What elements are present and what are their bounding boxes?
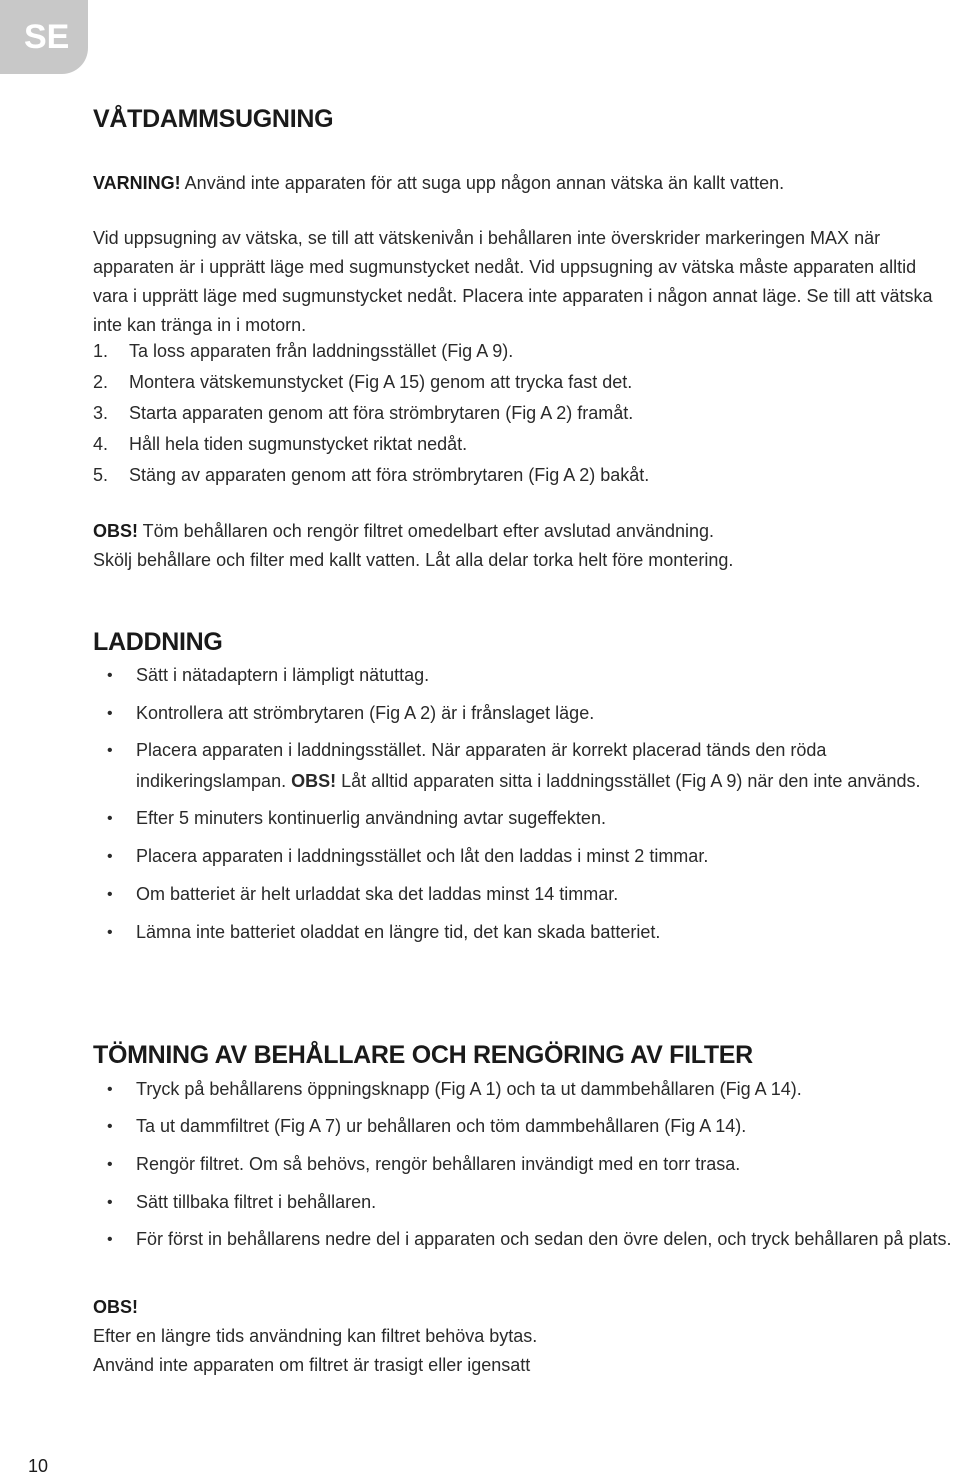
obs-text: Efter en längre tids användning kan filtret behöva bytas. bbox=[93, 1326, 538, 1346]
charging-list bbox=[93, 660, 955, 948]
obs-label: OBS! bbox=[291, 771, 337, 791]
obs-label: OBS! bbox=[93, 1297, 138, 1317]
item-text: För först in behållarens nedre del i apparaten och sedan den övre delen, och tryck behållaren på plats. bbox=[136, 1229, 952, 1249]
list-item bbox=[93, 1187, 955, 1218]
heading-emptying: TÖMNING AV BEHÅLLARE OCH RENGÖRING AV FILTER bbox=[93, 1041, 753, 1069]
bullet: • bbox=[107, 1156, 113, 1173]
list-item bbox=[93, 841, 955, 872]
heading-wet-vacuuming: VÅTDAMMSUGNING bbox=[93, 105, 334, 133]
heading-charging: LADDNING bbox=[93, 628, 223, 656]
emptying-list bbox=[93, 1074, 955, 1255]
bullet: • bbox=[107, 810, 113, 827]
step-number: 2. bbox=[93, 372, 109, 392]
bullet: • bbox=[107, 667, 113, 684]
item-text: Rengör filtret. Om så behövs, rengör behållaren invändigt med en torr trasa. bbox=[136, 1154, 741, 1174]
bullet: • bbox=[107, 886, 113, 903]
list-item bbox=[93, 367, 649, 398]
obs-text: Töm behållaren och rengör filtret omedelbart efter avslutad användning. bbox=[138, 521, 715, 541]
item-text-b: Låt alltid apparaten sitta i laddningsstället (Fig A 9) när den inte används. bbox=[336, 771, 921, 791]
list-item bbox=[93, 660, 955, 691]
item-text: Placera apparaten i laddningsstället och låt den laddas i minst 2 timmar. bbox=[136, 846, 709, 866]
list-item bbox=[93, 1149, 955, 1180]
step-text: Håll hela tiden sugmunstycket riktat nedåt. bbox=[129, 434, 468, 454]
obs-paragraph-filter bbox=[93, 1293, 955, 1380]
step-number: 4. bbox=[93, 434, 109, 454]
bullet: • bbox=[107, 924, 113, 941]
list-item bbox=[93, 879, 955, 910]
page-number: 10 bbox=[28, 1456, 49, 1476]
list-item bbox=[93, 429, 649, 460]
bullet: • bbox=[107, 1231, 113, 1248]
item-text: Tryck på behållarens öppningsknapp (Fig A 1) och ta ut dammbehållaren (Fig A 14). bbox=[136, 1079, 802, 1099]
list-item bbox=[93, 460, 649, 491]
bullet: • bbox=[107, 1081, 113, 1098]
obs-paragraph bbox=[93, 517, 955, 575]
list-item bbox=[93, 1111, 955, 1142]
step-number: 3. bbox=[93, 403, 109, 423]
intro-paragraph: Vid uppsugning av vätska, se till att vätskenivån i behållaren inte överskrider markeringen MAX när apparaten är i upprätt läge med sugmunstycket nedåt. Vid uppsugning av vätska måste apparaten alltid vara i upprätt läge med sugmunstycket nedåt. Placera inte apparaten i någon annat läge. Se till att vätska inte kan tränga in i motorn. bbox=[93, 228, 933, 335]
item-text: Kontrollera att strömbrytaren (Fig A 2) är i frånslaget läge. bbox=[136, 703, 595, 723]
step-text: Montera vätskemunstycket (Fig A 15) genom att trycka fast det. bbox=[129, 372, 633, 392]
obs-label: OBS! bbox=[93, 521, 138, 541]
item-text: Ta ut dammfiltret (Fig A 7) ur behållaren och töm dammbehållaren (Fig A 14). bbox=[136, 1116, 747, 1136]
list-item bbox=[93, 735, 955, 797]
obs-text-2: Använd inte apparaten om filtret är trasigt eller igensatt bbox=[93, 1355, 531, 1375]
item-text: Sätt i nätadaptern i lämpligt nätuttag. bbox=[136, 665, 430, 685]
bullet: • bbox=[107, 1118, 113, 1135]
item-text: Sätt tillbaka filtret i behållaren. bbox=[136, 1192, 377, 1212]
list-item bbox=[93, 698, 955, 729]
item-text: Lämna inte batteriet oladdat en längre tid, det kan skada batteriet. bbox=[136, 922, 661, 942]
steps-list bbox=[93, 336, 649, 491]
list-item bbox=[93, 398, 649, 429]
step-number: 1. bbox=[93, 341, 109, 361]
warning-text: Använd inte apparaten för att suga upp någon annan vätska än kallt vatten. bbox=[180, 173, 785, 193]
item-text: Efter 5 minuters kontinuerlig användning avtar sugeffekten. bbox=[136, 808, 606, 828]
language-tab: SE bbox=[0, 0, 88, 74]
item-text: Om batteriet är helt urladdat ska det laddas minst 14 timmar. bbox=[136, 884, 619, 904]
list-item bbox=[93, 803, 955, 834]
bullet: • bbox=[107, 742, 113, 759]
item-text bbox=[136, 735, 955, 797]
step-text: Starta apparaten genom att föra strömbrytaren (Fig A 2) framåt. bbox=[129, 403, 634, 423]
list-item bbox=[93, 336, 649, 367]
step-number: 5. bbox=[93, 465, 109, 485]
bullet: • bbox=[107, 705, 113, 722]
bullet: • bbox=[107, 848, 113, 865]
warning-label: VARNING! bbox=[93, 173, 181, 193]
list-item bbox=[93, 1074, 955, 1105]
item-text-a: Placera apparaten i laddningsstället. När apparaten är korrekt placerad tänds den röda indikeringslampan. bbox=[136, 740, 827, 791]
step-text: Ta loss apparaten från laddningsstället (Fig A 9). bbox=[129, 341, 514, 361]
warning-paragraph bbox=[93, 169, 955, 198]
obs-text-2: Skölj behållare och filter med kallt vatten. Låt alla delar torka helt före montering. bbox=[93, 550, 734, 570]
list-item bbox=[93, 917, 955, 948]
list-item bbox=[93, 1224, 955, 1255]
bullet: • bbox=[107, 1194, 113, 1211]
step-text: Stäng av apparaten genom att föra strömbrytaren (Fig A 2) bakåt. bbox=[129, 465, 650, 485]
